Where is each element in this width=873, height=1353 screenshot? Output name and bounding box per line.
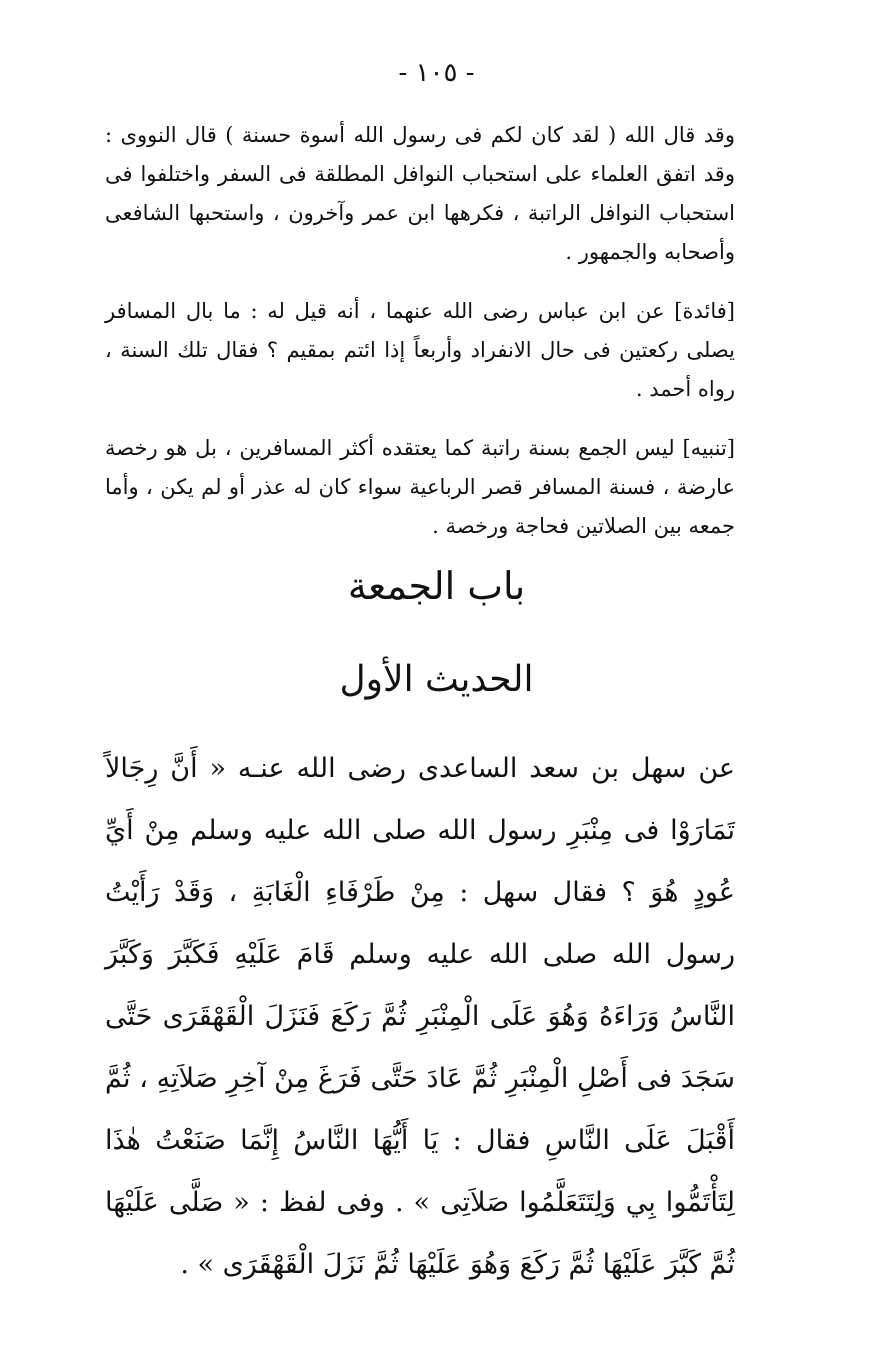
hadith-heading: الحديث الأول (339, 659, 534, 700)
note-paragraph-tanbih: [تنبيه] ليس الجمع بسنة راتبة كما يعتقده أكثر المسافرين ، بل هو رخصة عارضة ، فسنة المسافر قصر الرباعية سواء كان له عذر أو لم يكن ، وأما جمعه بين الصلاتين فحاجة ورخصة . (105, 436, 735, 538)
notes-section (105, 116, 735, 546)
page-number: - ١٠٥ - (398, 58, 475, 88)
chapter-title: باب الجمعة (347, 564, 526, 608)
note-paragraph-nawawi: وقد قال الله ( لقد كان لكم فى رسول الله أسوة حسنة ) قال النووى : وقد اتفق العلماء على استحباب النوافل المطلقة فى السفر واختلفوا فى استحباب النوافل الراتبة ، فكرهها ابن عمر وآخرون ، واستحبها الشافعى وأصحابه والجمهور . (105, 123, 735, 264)
note-paragraph-faida: [فائدة] عن ابن عباس رضى الله عنهما ، أنه قيل له : ما بال المسافر يصلى ركعتين فى حال الانفراد وأربعاً إذا ائتم بمقيم ؟ فقال تلك السنة ، رواه أحمد . (105, 299, 735, 401)
hadith-text: عن سهل بن سعد الساعدى رضى الله عنـه « أَنَّ رِجَالاً تَمَارَوْا فى مِنْبَرِ رسول الله صلى الله عليه وسلم مِنْ أَيِّ عُودٍ هُوَ ؟ فقال سهل : مِنْ طَرْفَاءِ الْغَابَةِ ، وَقَدْ رَأَيْتُ رسول الله صلى الله عليه وسلم قَامَ عَلَيْهِ فَكَبَّرَ وَكَبَّرَ النَّاسُ وَرَاءَهُ وَهُوَ عَلَى الْمِنْبَرِ ثُمَّ رَكَعَ فَنَزَلَ الْقَهْقَرَى حَتَّى سَجَدَ فى أَصْلِ الْمِنْبَرِ ثُمَّ عَادَ حَتَّى فَرَغَ مِنْ آخِرِ صَلاَتِهِ ، ثُمَّ أَقْبَلَ عَلَى النَّاسِ فقال : يَا أَيُّهَا النَّاسُ إِنَّمَا صَنَعْتُ هٰذَا لِتَأْتَمُّوا بِي وَلِتَتَعَلَّمُوا صَلاَتِى » . وفى لفظ : « صَلَّى عَلَيْهَا ثُمَّ كَبَّرَ عَلَيْهَا ثُمَّ رَكَعَ وَهُوَ عَلَيْهَا ثُمَّ نَزَلَ الْقَهْقَرَى » . (105, 753, 735, 1280)
